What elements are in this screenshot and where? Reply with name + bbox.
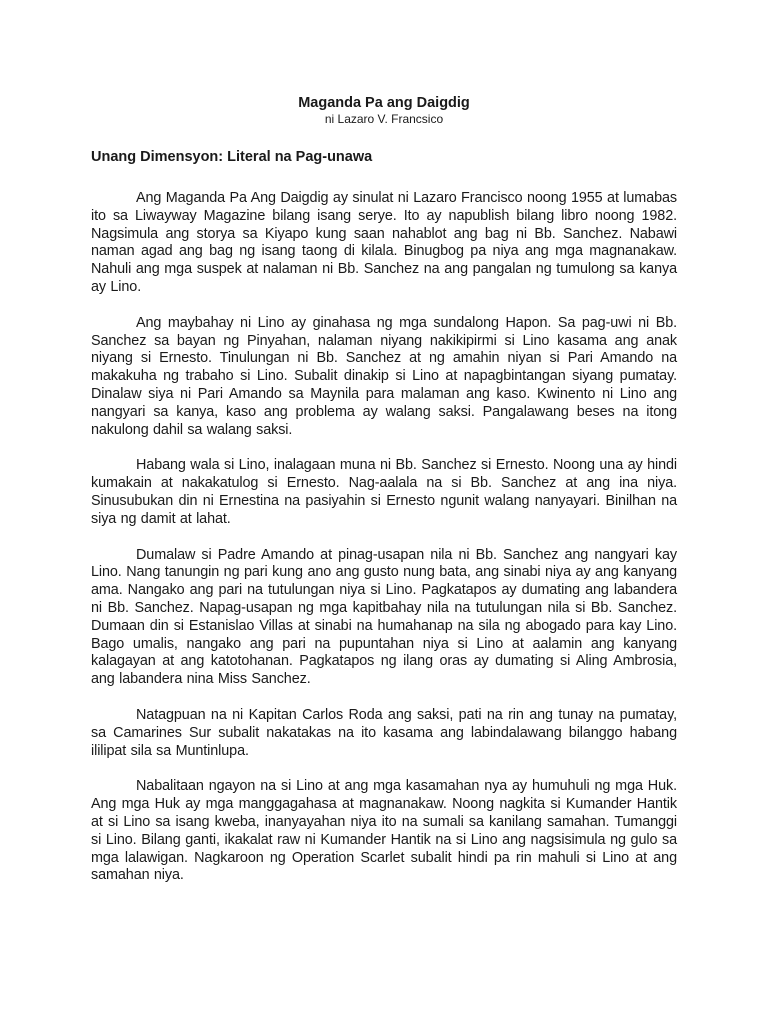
document-author: ni Lazaro V. Francsico <box>324 112 444 126</box>
document-body <box>91 190 677 903</box>
document-title: Maganda Pa ang Daigdig <box>298 95 470 111</box>
section-heading: Unang Dimensyon: Literal na Pag-unawa <box>91 149 373 165</box>
paragraph-3: Habang wala si Lino, inalagaan muna ni Bb. Sanchez si Ernesto. Noong una ay hindi kumakain at nakakatulog si Ernesto. Nag-aalala na si Bb. Sanchez at ang ina niya. Sinusubukan din ni Ernestina na pasiyahin si Ernesto ngunit walang nanyayari. Binilhan na siya ng damit at lahat. <box>91 457 677 527</box>
paragraph-2: Ang maybahay ni Lino ay ginahasa ng mga sundalong Hapon. Sa pag-uwi ni Bb. Sanchez sa bayan ng Pinyahan, nalaman niyang nakikipirmi si Lino kasama ang anak niyang si Ernesto. Tinulungan ni Bb. Sanchez at ng amahin niyan si Pari Amando na makakuha ng trabaho si Lino. Subalit dinakip si Lino at napagbintangan siyang pumatay. Dinalaw siya ni Pari Amando sa Maynila para malaman ang kaso. Kwinento ni Lino ang nangyari sa kanya, kaso ang problema ay walang saksi. Pangalawang beses na itong nakulong dahil sa walang saksi. <box>91 314 677 438</box>
paragraph-6: Nabalitaan ngayon na si Lino at ang mga kasamahan nya ay humuhuli ng mga Huk. Ang mga Huk ay mga manggagahasa at magnanakaw. Noong nagkita si Kumander Hantik at si Lino sa isang kweba, inanyayahan niya ito na sumali sa kanilang samahan. Tumanggi si Lino. Bilang ganti, ikakalat raw ni Kumander Hantik na si Lino ang nagsisimula ng gulo sa mga lalawigan. Nagkaroon ng Operation Scarlet subalit hindi pa rin mahuli si Lino at ang samahan niya. <box>91 778 677 884</box>
paragraph-4: Dumalaw si Padre Amando at pinag-usapan nila ni Bb. Sanchez ang nangyari kay Lino. Nang tanungin ng pari kung ano ang gusto nung bata, ang sinabi niya ay ang kanyang ama. Nangako ang pari na tutulungan niya si Lino. Pagkatapos ay dumating ang labandera ni Bb. Sanchez. Napag-usapan ng mga kapitbahay nila na tutulungan nila si Bb. Sanchez. Dumaan din si Estanislao Villas at sinabi na humahanap na sila ng abogado para kay Lino. Bago umalis, nangako ang pari na pupuntahan niya si Lino at aalamin ang kanyang kalagayan at ang katotohanan. Pagkatapos ng ilang oras ay dumating si Aling Ambrosia, ang labandera nina Miss Sanchez. <box>91 546 677 688</box>
paragraph-5: Natagpuan na ni Kapitan Carlos Roda ang saksi, pati na rin ang tunay na pumatay, sa Camarines Sur subalit nakatakas na ito kasama ang labindalawang bilanggo habang ililipat sila sa Muntinlupa. <box>91 706 677 759</box>
paragraph-1: Ang Maganda Pa Ang Daigdig ay sinulat ni Lazaro Francisco noong 1955 at lumabas ito sa Liwayway Magazine bilang isang serye. Ito ay napublish bilang libro noong 1982. Nagsimula ang storya sa Kiyapo kung saan nahablot ang bag ni Bb. Sanchez. Nabawi naman agad ang bag ng isang taong di kilala. Binugbog pa niya ang mga magnanakaw. Nahuli ang mga suspek at nalaman ni Bb. Sanchez na ang pangalan ng tumulong sa kanya ay Lino. <box>91 190 677 295</box>
